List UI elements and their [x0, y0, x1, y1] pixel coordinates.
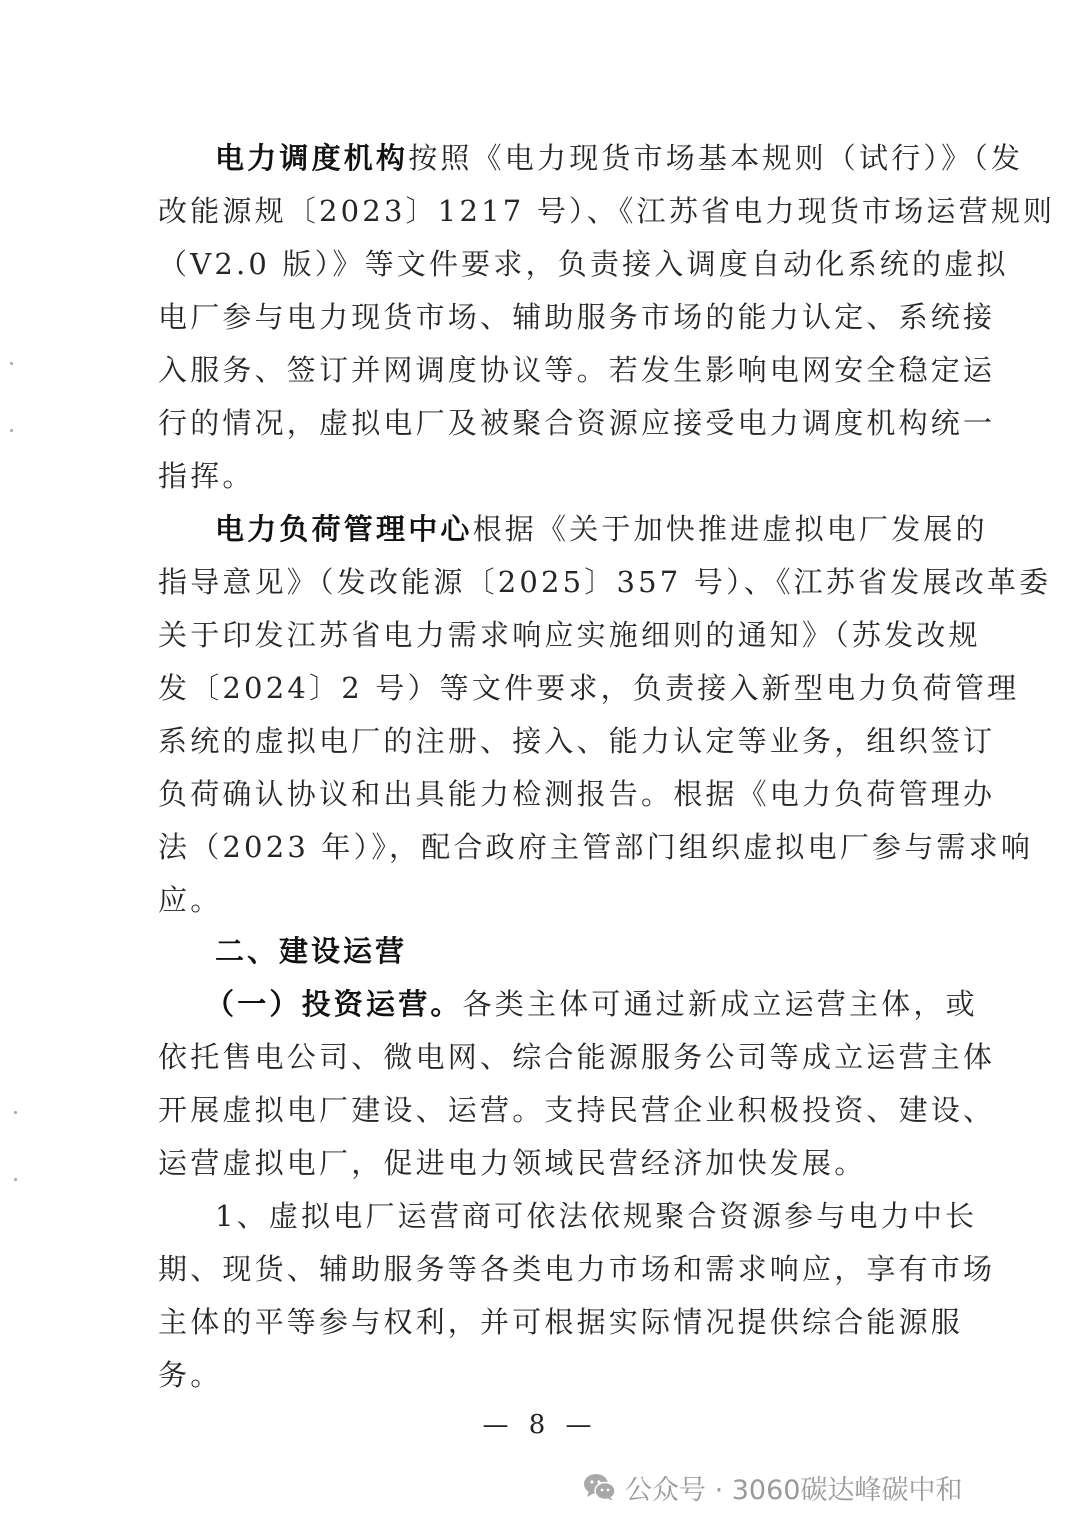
paragraph-3-line-4: 运营虚拟电厂，促进电力领域民营经济加快发展。: [158, 1146, 867, 1180]
scan-speck: [10, 362, 13, 365]
bold-lead-load-management-center: 电力负荷管理中心: [215, 512, 473, 546]
paragraph-3-line-1: （一）投资运营。各类主体可通过新成立运营主体，或: [205, 987, 978, 1021]
scan-speck: [14, 1111, 17, 1114]
paragraph-1-line-6: 行的情况，虚拟电厂及被聚合资源应接受电力调度机构统一: [158, 406, 996, 440]
paragraph-2-line-5: 系统的虚拟电厂的注册、接入、能力认定等业务，组织签订: [158, 724, 996, 758]
wechat-icon: [583, 1472, 617, 1502]
paragraph-1-line-5: 入服务、签订并网调度协议等。若发生影响电网安全稳定运: [158, 353, 996, 387]
paragraph-2-line-1: 电力负荷管理中心根据《关于加快推进虚拟电厂发展的: [215, 512, 988, 546]
watermark-text: 公众号 · 3060碳达峰碳中和: [625, 1474, 963, 1506]
paragraph-2-line-6: 负荷确认协议和出具能力检测报告。根据《电力负荷管理办: [158, 777, 996, 811]
bold-lead-investment-operation: （一）投资运营。: [205, 987, 463, 1021]
bold-lead-dispatch-agency: 电力调度机构: [215, 141, 409, 175]
paragraph-4-line-4: 务。: [158, 1358, 223, 1392]
paragraph-2-line-7: 法（2023 年）》，配合政府主管部门组织虚拟电厂参与需求响: [158, 830, 1034, 864]
paragraph-4-line-1: 1、虚拟电厂运营商可依法依规聚合资源参与电力中长: [215, 1199, 978, 1233]
paragraph-1-line-1: 电力调度机构按照《电力现货市场基本规则（试行）》（发: [215, 141, 1024, 175]
section-heading: 二、建设运营: [215, 934, 408, 968]
paragraph-1-line-3: （V2.0 版）》等文件要求，负责接入调度自动化系统的虚拟: [158, 247, 1009, 281]
paragraph-2-line-4: 发〔2024〕2 号）等文件要求，负责接入新型电力负荷管理: [158, 671, 1020, 705]
paragraph-3-line-2: 依托售电公司、微电网、综合能源服务公司等成立运营主体: [158, 1040, 996, 1074]
paragraph-2-line-3: 关于印发江苏省电力需求响应实施细则的通知》（苏发改规: [158, 618, 981, 652]
watermark: [583, 1467, 962, 1507]
paragraph-1-line-2: 改能源规〔2023〕1217 号）、《江苏省电力现货市场运营规则: [158, 194, 1056, 228]
paragraph-4-line-2: 期、现货、辅助服务等各类电力市场和需求响应，享有市场: [158, 1252, 996, 1286]
paragraph-3-line-3: 开展虚拟电厂建设、运营。支持民营企业积极投资、建设、: [158, 1093, 996, 1127]
page-number: — 8 —: [482, 1410, 598, 1440]
paragraph-1-line-7: 指挥。: [158, 459, 255, 493]
scan-speck: [10, 429, 13, 432]
paragraph-2-line-8: 应。: [158, 883, 223, 917]
scan-speck: [14, 1178, 17, 1181]
paragraph-4-line-3: 主体的平等参与权利，并可根据实际情况提供综合能源服: [158, 1305, 964, 1339]
paragraph-2-line-2: 指导意见》（发改能源〔2025〕357 号）、《江苏省发展改革委: [158, 565, 1052, 599]
paragraph-1-line-4: 电厂参与电力现货市场、辅助服务市场的能力认定、系统接: [158, 300, 996, 334]
